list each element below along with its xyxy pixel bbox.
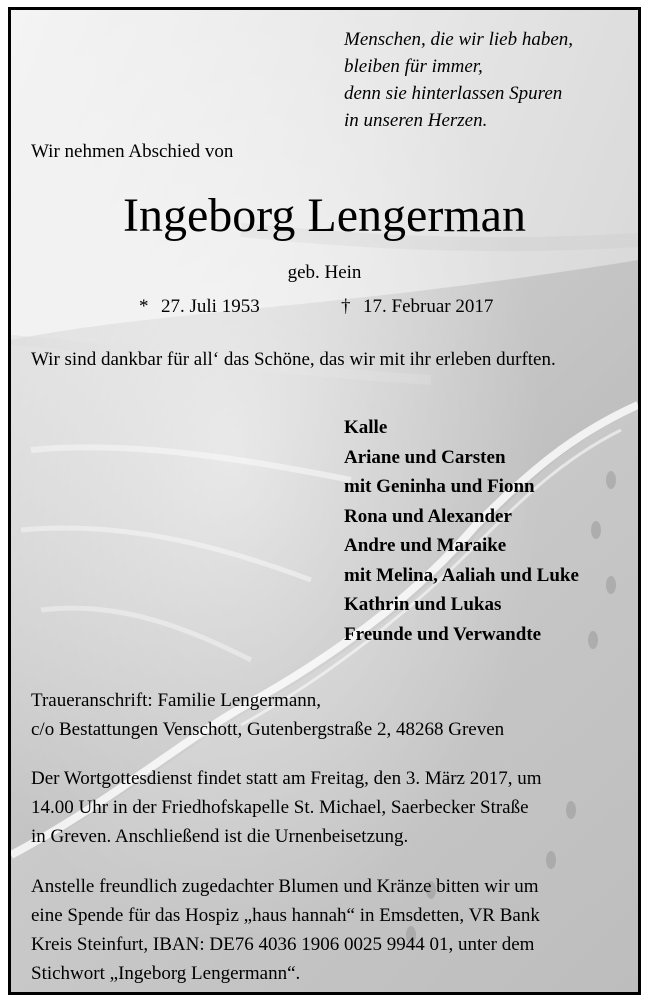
quote-line: denn sie hinterlassen Spuren <box>344 83 563 104</box>
deceased-name: Ingeborg Lengerman <box>123 189 526 242</box>
obituary-frame <box>8 7 641 995</box>
service-line: Der Wortgottesdienst findet statt am Freitag, den 3. März 2017, um <box>31 768 542 789</box>
mourner-entry: Kathrin und Lukas <box>344 594 502 615</box>
mourner-entry: mit Melina, Aaliah und Luke <box>344 564 579 586</box>
death-cross-icon: † <box>341 296 351 317</box>
address-line: Traueranschrift: Familie Lengermann, <box>31 690 322 711</box>
mourner-entry: Kalle <box>344 417 388 438</box>
mourner-entry: mit Geninha und Fionn <box>344 476 535 497</box>
maiden-name: geb. Hein <box>287 262 362 283</box>
mourners-list <box>344 413 579 649</box>
address-line: c/o Bestattungen Venschott, Gutenbergstraße 2, 48268 Greven <box>31 719 505 740</box>
donation-line: Stichwort „Ingeborg Lengermann“. <box>31 963 301 984</box>
memorial-quote <box>344 26 573 134</box>
donation-line: eine Spende für das Hospiz „haus hannah“ in Emsdetten, VR Bank <box>31 905 540 926</box>
mourner-entry: Rona und Alexander <box>344 505 512 527</box>
birth-date <box>139 296 260 318</box>
farewell-intro: Wir nehmen Abschied von <box>31 141 234 162</box>
donation-line: Kreis Steinfurt, IBAN: DE76 4036 1906 0025 9944 01, unter dem <box>31 934 535 955</box>
gratitude-line: Wir sind dankbar für all‘ das Schöne, das wir mit ihr erleben durften. <box>31 349 556 370</box>
quote-line: bleiben für immer, <box>344 56 483 77</box>
donation-line: Anstelle freundlich zugedachter Blumen und Kränze bitten wir um <box>31 876 539 897</box>
mourner-entry: Freunde und Verwandte <box>344 623 542 645</box>
mourner-entry: Andre und Maraike <box>344 535 507 556</box>
birth-date-text: 27. Juli 1953 <box>161 296 260 317</box>
quote-line: Menschen, die wir lieb haben, <box>344 29 574 50</box>
quote-line: in unseren Herzen. <box>344 110 488 131</box>
death-date-text: 17. Februar 2017 <box>363 296 494 317</box>
donation-info <box>31 872 631 988</box>
service-line: 14.00 Uhr in der Friedhofskapelle St. Michael, Saerbecker Straße <box>31 797 529 818</box>
death-date <box>341 296 493 318</box>
mourner-entry: Ariane und Carsten <box>344 446 506 468</box>
mourning-address <box>31 686 631 744</box>
birth-star-icon: * <box>139 296 149 317</box>
service-info <box>31 764 631 851</box>
service-line: in Greven. Anschließend ist die Urnenbeisetzung. <box>31 826 409 847</box>
